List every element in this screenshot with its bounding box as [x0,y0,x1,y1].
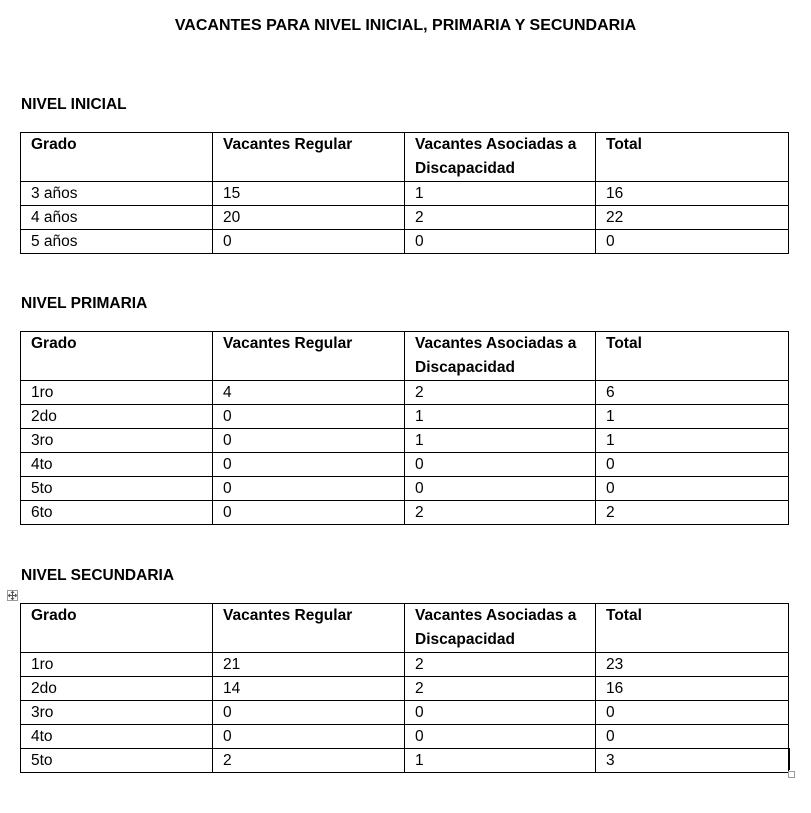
cell-vacantes-discapacidad[interactable]: 1 [405,749,596,773]
table-row [21,653,789,677]
table-resize-handle[interactable] [788,771,795,778]
table-header-row [21,604,789,653]
header-grado[interactable]: Grado [21,332,213,381]
table-row [21,405,789,429]
text-cursor [789,748,790,770]
header-vacantes-discapacidad[interactable]: Vacantes Asociadas a Discapacidad [405,332,596,381]
header-grado[interactable]: Grado [21,133,213,182]
table-primaria [20,331,789,525]
cell-vacantes-regular[interactable]: 21 [213,653,405,677]
cell-vacantes-regular[interactable]: 0 [213,453,405,477]
cell-vacantes-regular[interactable]: 4 [213,381,405,405]
cell-vacantes-discapacidad[interactable]: 2 [405,501,596,525]
cell-vacantes-regular[interactable]: 14 [213,677,405,701]
table-inicial [20,132,789,254]
cell-total[interactable]: 16 [596,182,789,206]
cell-vacantes-discapacidad[interactable]: 2 [405,206,596,230]
table-row [21,453,789,477]
cell-total[interactable]: 16 [596,677,789,701]
header-vacantes-regular[interactable]: Vacantes Regular [213,604,405,653]
cell-total[interactable]: 3 [596,749,789,773]
table-row [21,701,789,725]
cell-total[interactable]: 0 [596,701,789,725]
header-vacantes-discapacidad[interactable]: Vacantes Asociadas a Discapacidad [405,604,596,653]
cell-total[interactable]: 0 [596,725,789,749]
cell-grado[interactable]: 5to [21,749,213,773]
cell-vacantes-regular[interactable]: 0 [213,230,405,254]
cell-vacantes-discapacidad[interactable]: 1 [405,429,596,453]
cell-grado[interactable]: 5to [21,477,213,501]
table-row [21,677,789,701]
cell-vacantes-discapacidad[interactable]: 0 [405,453,596,477]
header-total[interactable]: Total [596,133,789,182]
table-row [21,501,789,525]
cell-vacantes-regular[interactable]: 20 [213,206,405,230]
cell-total[interactable]: 22 [596,206,789,230]
section-heading-secundaria: NIVEL SECUNDARIA [21,567,175,584]
cell-grado[interactable]: 4 años [21,206,213,230]
cell-vacantes-discapacidad[interactable]: 1 [405,182,596,206]
cell-vacantes-discapacidad[interactable]: 1 [405,405,596,429]
table-row [21,206,789,230]
table-row [21,749,789,773]
cell-grado[interactable]: 4to [21,725,213,749]
cell-vacantes-discapacidad[interactable]: 0 [405,230,596,254]
cell-total[interactable]: 0 [596,230,789,254]
cell-vacantes-regular[interactable]: 2 [213,749,405,773]
section-heading-primaria: NIVEL PRIMARIA [21,295,148,312]
cell-vacantes-regular[interactable]: 0 [213,429,405,453]
cell-grado[interactable]: 2do [21,677,213,701]
cell-vacantes-discapacidad[interactable]: 2 [405,381,596,405]
cell-vacantes-discapacidad[interactable]: 0 [405,701,596,725]
section-heading-inicial: NIVEL INICIAL [21,96,127,113]
document-title: VACANTES PARA NIVEL INICIAL, PRIMARIA Y SECUNDARIA [174,17,637,34]
cell-total[interactable]: 23 [596,653,789,677]
cell-total[interactable]: 0 [596,477,789,501]
table-row [21,182,789,206]
table-move-handle[interactable] [7,590,18,601]
table-row [21,477,789,501]
cell-grado[interactable]: 3 años [21,182,213,206]
table-header-row [21,133,789,182]
cell-total[interactable]: 1 [596,405,789,429]
cell-vacantes-discapacidad[interactable]: 2 [405,677,596,701]
move-arrows-icon [8,591,17,600]
cell-grado[interactable]: 1ro [21,381,213,405]
header-vacantes-regular[interactable]: Vacantes Regular [213,133,405,182]
cell-grado[interactable]: 6to [21,501,213,525]
cell-total[interactable]: 6 [596,381,789,405]
cell-grado[interactable]: 5 años [21,230,213,254]
table-row [21,429,789,453]
table-row [21,725,789,749]
table-header-row [21,332,789,381]
cell-grado[interactable]: 3ro [21,429,213,453]
header-vacantes-regular[interactable]: Vacantes Regular [213,332,405,381]
cell-vacantes-regular[interactable]: 0 [213,405,405,429]
cell-vacantes-regular[interactable]: 0 [213,501,405,525]
cell-total[interactable]: 2 [596,501,789,525]
table-secundaria [20,603,789,773]
cell-vacantes-regular[interactable]: 0 [213,477,405,501]
header-vacantes-discapacidad[interactable]: Vacantes Asociadas a Discapacidad [405,133,596,182]
cell-vacantes-discapacidad[interactable]: 2 [405,653,596,677]
table-row [21,381,789,405]
header-total[interactable]: Total [596,604,789,653]
cell-vacantes-regular[interactable]: 0 [213,725,405,749]
cell-grado[interactable]: 2do [21,405,213,429]
cell-total[interactable]: 0 [596,453,789,477]
cell-grado[interactable]: 1ro [21,653,213,677]
header-grado[interactable]: Grado [21,604,213,653]
table-row [21,230,789,254]
cell-vacantes-regular[interactable]: 0 [213,701,405,725]
cell-vacantes-regular[interactable]: 15 [213,182,405,206]
cell-vacantes-discapacidad[interactable]: 0 [405,725,596,749]
cell-vacantes-discapacidad[interactable]: 0 [405,477,596,501]
cell-grado[interactable]: 4to [21,453,213,477]
cell-grado[interactable]: 3ro [21,701,213,725]
cell-total[interactable]: 1 [596,429,789,453]
header-total[interactable]: Total [596,332,789,381]
